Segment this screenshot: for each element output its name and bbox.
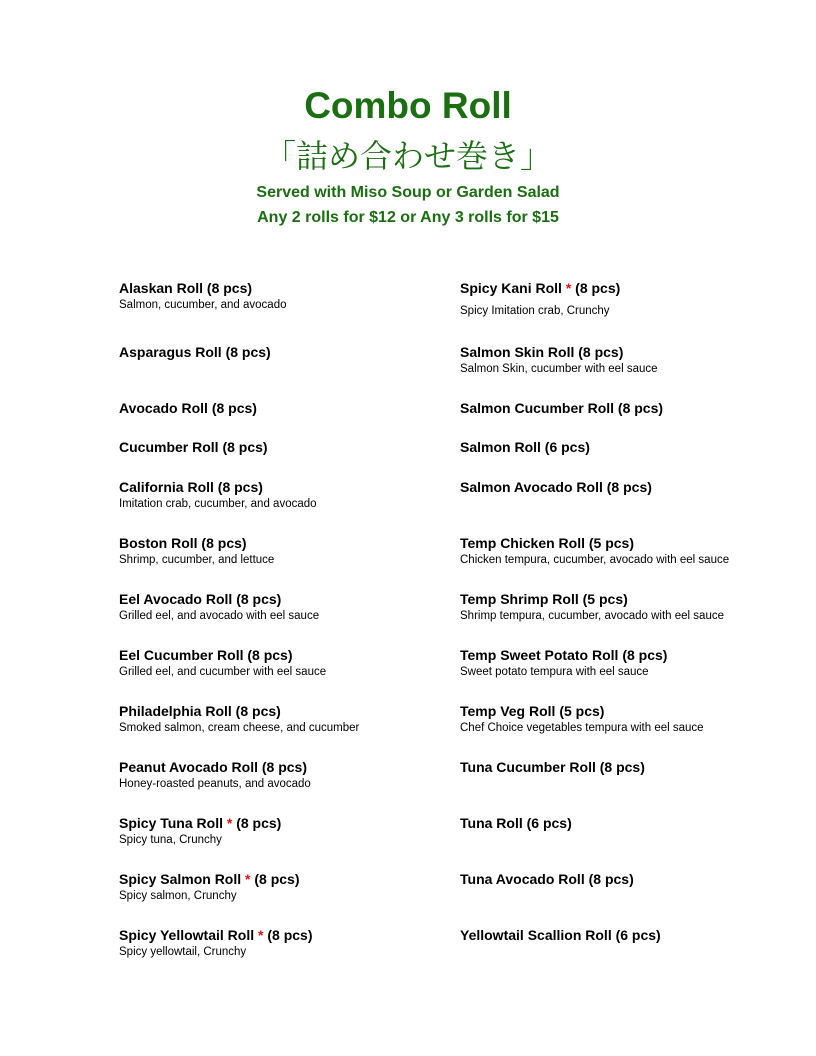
menu-item-description: Shrimp tempura, cucumber, avocado with eel sauce xyxy=(460,610,724,622)
menu-item-name: Peanut Avocado Roll xyxy=(119,759,258,775)
menu-item-title xyxy=(119,814,281,832)
menu-item-piece-count: (8 pcs) xyxy=(574,344,624,360)
menu-item-name: California Roll xyxy=(119,479,214,495)
menu-item-piece-count: (8 pcs) xyxy=(595,759,645,775)
menu-item-title xyxy=(460,646,667,664)
menu-item-title xyxy=(460,343,658,361)
menu-item-piece-count: (6 pcs) xyxy=(522,815,572,831)
menu-item-name: Salmon Roll xyxy=(460,439,541,455)
menu-item-name: Spicy Salmon Roll xyxy=(119,871,242,887)
menu-item-description: Honey-roasted peanuts, and avocado xyxy=(119,778,311,790)
menu-item-description: Grilled eel, and avocado with eel sauce xyxy=(119,610,320,622)
menu-item-piece-count: (8 pcs) xyxy=(257,759,307,775)
menu-item-description: Salmon, cucumber, and avocado xyxy=(119,299,287,311)
menu-item-name: Spicy Yellowtail Roll xyxy=(119,927,255,943)
menu-item-title xyxy=(460,399,663,417)
menu-item-piece-count: (8 pcs) xyxy=(584,871,634,887)
menu-item-description: Spicy tuna, Crunchy xyxy=(119,834,222,846)
menu-item-piece-count: (8 pcs) xyxy=(218,439,268,455)
menu-item-piece-count: (8 pcs) xyxy=(232,815,282,831)
menu-item-title xyxy=(119,926,312,944)
menu-tagline-pricing: Any 2 rolls for $12 or Any 3 rolls for $15 xyxy=(257,209,559,226)
menu-item-title xyxy=(460,926,661,944)
menu-item-title xyxy=(460,870,634,888)
menu-item xyxy=(460,758,645,776)
menu-item-name: Temp Shrimp Roll xyxy=(460,591,579,607)
menu-item xyxy=(460,870,634,888)
menu-item-name: Spicy Kani Roll xyxy=(460,280,562,296)
menu-item-piece-count: (8 pcs) xyxy=(614,400,664,416)
menu-item-description: Grilled eel, and cucumber with eel sauce xyxy=(119,666,327,678)
menu-item-name: Eel Avocado Roll xyxy=(119,591,233,607)
menu-item-name: Asparagus Roll xyxy=(119,344,222,360)
menu-title: Combo Roll xyxy=(304,85,512,126)
menu-item-title xyxy=(460,758,645,776)
menu-item-title xyxy=(119,646,326,664)
menu-item-name: Temp Chicken Roll xyxy=(460,535,585,551)
menu-item-description: Salmon Skin, cucumber with eel sauce xyxy=(460,363,658,375)
menu-item-name: Temp Sweet Potato Roll xyxy=(460,647,619,663)
menu-item-piece-count: (8 pcs) xyxy=(213,479,263,495)
menu-item-name: Salmon Skin Roll xyxy=(460,344,575,360)
menu-item-piece-count: (8 pcs) xyxy=(203,280,253,296)
menu-item-name: Temp Veg Roll xyxy=(460,703,556,719)
menu-item-title xyxy=(460,534,729,552)
menu-item-name: Yellowtail Scallion Roll xyxy=(460,927,612,943)
menu-item-title xyxy=(460,702,704,720)
menu-item-piece-count: (5 pcs) xyxy=(578,591,628,607)
menu-item-name: Tuna Cucumber Roll xyxy=(460,759,596,775)
menu-item-title xyxy=(119,758,311,776)
menu-item xyxy=(460,646,667,680)
menu-item-title xyxy=(119,702,359,720)
menu-item xyxy=(460,279,620,319)
menu-item-piece-count: (8 pcs) xyxy=(243,647,293,663)
menu-item-piece-count: (8 pcs) xyxy=(618,647,668,663)
menu-item-name: Cucumber Roll xyxy=(119,439,219,455)
menu-item xyxy=(119,870,300,904)
menu-item-name: Tuna Avocado Roll xyxy=(460,871,585,887)
menu-item-title xyxy=(119,438,268,456)
spicy-star-icon: * xyxy=(565,280,572,296)
menu-item-description: Sweet potato tempura with eel sauce xyxy=(460,666,649,678)
menu-item xyxy=(460,438,590,456)
menu-item xyxy=(119,814,281,848)
menu-item-piece-count: (8 pcs) xyxy=(232,591,282,607)
menu-item xyxy=(119,758,311,792)
menu-item-title xyxy=(460,590,724,608)
menu-item-name: Alaskan Roll xyxy=(119,280,204,296)
menu-item xyxy=(119,590,319,624)
menu-item xyxy=(119,534,274,568)
menu-item-piece-count: (8 pcs) xyxy=(571,280,621,296)
menu-item-title xyxy=(460,438,590,456)
menu-item-description: Spicy yellowtail, Crunchy xyxy=(119,946,247,958)
menu-item-piece-count: (5 pcs) xyxy=(584,535,634,551)
menu-item xyxy=(460,343,658,377)
menu-item-name: Avocado Roll xyxy=(119,400,208,416)
menu-item-description: Shrimp, cucumber, and lettuce xyxy=(119,554,275,566)
menu-tagline-soup-salad: Served with Miso Soup or Garden Salad xyxy=(256,184,560,201)
menu-item-title xyxy=(119,279,287,297)
spicy-star-icon: * xyxy=(245,871,251,887)
menu-item-name: Tuna Roll xyxy=(460,815,523,831)
menu-item-title xyxy=(119,343,271,361)
menu-item-title xyxy=(460,279,620,297)
menu-item xyxy=(119,399,257,417)
menu-item-piece-count: (8 pcs) xyxy=(602,479,652,495)
menu-item xyxy=(460,399,663,417)
spicy-star-icon: * xyxy=(226,815,233,831)
menu-item-name: Philadelphia Roll xyxy=(119,703,232,719)
menu-item-title xyxy=(119,478,317,496)
menu-item xyxy=(460,478,652,496)
menu-item xyxy=(119,926,312,960)
menu-item xyxy=(119,478,317,512)
menu-item xyxy=(460,926,661,944)
menu-item-name: Salmon Avocado Roll xyxy=(460,479,603,495)
menu-item-title xyxy=(119,534,274,552)
menu-item-piece-count: (5 pcs) xyxy=(555,703,605,719)
menu-item-piece-count: (8 pcs) xyxy=(197,535,247,551)
menu-item xyxy=(119,438,268,456)
menu-item xyxy=(460,590,724,624)
menu-item-description: Chef Choice vegetables tempura with eel sauce xyxy=(460,722,704,734)
menu-item-title xyxy=(460,814,572,832)
spicy-star-icon: * xyxy=(258,927,264,943)
menu-item-title xyxy=(460,478,652,496)
menu-item xyxy=(119,279,287,313)
menu-item-description: Spicy salmon, Crunchy xyxy=(119,890,237,902)
menu-item-piece-count: (6 pcs) xyxy=(611,927,661,943)
menu-item-description: Smoked salmon, cream cheese, and cucumber xyxy=(119,722,360,734)
menu-item-description: Imitation crab, cucumber, and avocado xyxy=(119,498,317,510)
menu-item-name: Eel Cucumber Roll xyxy=(119,647,244,663)
menu-item-title xyxy=(119,399,257,417)
menu-item xyxy=(460,814,572,832)
menu-item-piece-count: (8 pcs) xyxy=(231,703,281,719)
menu-item xyxy=(460,534,729,568)
menu-item-title xyxy=(119,870,300,888)
menu-item xyxy=(119,702,359,736)
menu-item-piece-count: (8 pcs) xyxy=(207,400,257,416)
menu-item-piece-count: (8 pcs) xyxy=(263,927,313,943)
menu-item xyxy=(119,646,326,680)
menu-item-piece-count: (8 pcs) xyxy=(250,871,300,887)
menu-item-name: Spicy Tuna Roll xyxy=(119,815,223,831)
menu-item-description: Chicken tempura, cucumber, avocado with eel sauce xyxy=(460,554,730,566)
menu-item-name: Salmon Cucumber Roll xyxy=(460,400,615,416)
menu-item xyxy=(119,343,271,361)
menu-item-name: Boston Roll xyxy=(119,535,198,551)
menu-item-description: Spicy Imitation crab, Crunchy xyxy=(460,305,610,317)
menu-item-piece-count: (6 pcs) xyxy=(540,439,590,455)
menu-item-title xyxy=(119,590,319,608)
menu-item-piece-count: (8 pcs) xyxy=(221,344,271,360)
menu-subtitle-japanese: 「詰め合わせ巻き」 xyxy=(263,137,552,175)
menu-item xyxy=(460,702,704,736)
